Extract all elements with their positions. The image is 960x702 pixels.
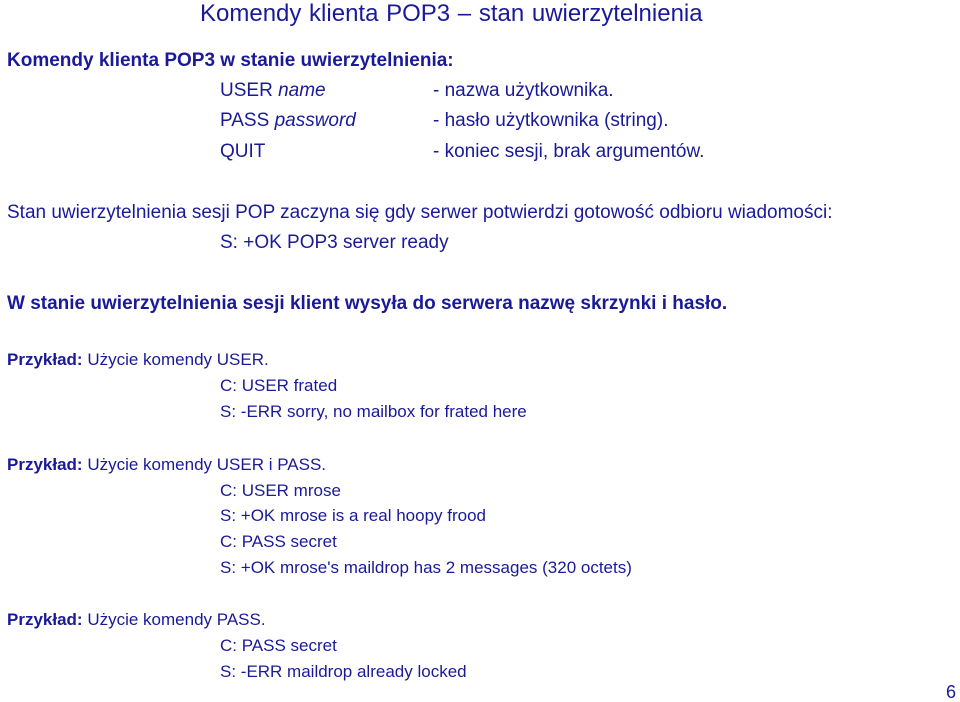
example-text: Użycie komendy USER i PASS. (82, 455, 327, 474)
example-heading (7, 350, 269, 370)
command-name: USER (220, 80, 273, 101)
example-line: S: +OK mrose is a real hoopy frood (220, 506, 486, 525)
command-arg: password (274, 110, 356, 131)
example-text: Użycie komendy PASS. (82, 610, 266, 629)
command-user (220, 80, 326, 102)
section-heading: Komendy klienta POP3 w stanie uwierzytelnienia: (7, 50, 454, 71)
command-desc: - nazwa użytkownika. (433, 80, 614, 101)
example-label: Przykład: (7, 455, 83, 474)
command-name: QUIT (220, 141, 266, 162)
example-line: C: PASS secret (220, 636, 337, 655)
example-line: C: USER mrose (220, 481, 341, 500)
command-name: PASS (220, 110, 270, 131)
example-line: C: PASS secret (220, 532, 337, 551)
example-line: S: +OK mrose's maildrop has 2 messages (320 octets) (220, 558, 632, 577)
example-label: Przykład: (7, 610, 83, 629)
command-desc: - hasło użytkownika (string). (433, 110, 669, 131)
example-heading (7, 610, 266, 630)
command-desc: - koniec sesji, brak argumentów. (433, 141, 705, 162)
page-number: 6 (946, 682, 957, 702)
command-pass (220, 110, 356, 132)
example-heading (7, 455, 326, 475)
example-label: Przykład: (7, 350, 83, 369)
example-text: Użycie komendy USER. (82, 350, 269, 369)
slide-title: Komendy klienta POP3 – stan uwierzytelnienia (200, 0, 703, 27)
example-line: S: -ERR sorry, no mailbox for frated here (220, 402, 527, 421)
example-line: C: USER frated (220, 376, 338, 395)
command-quit (220, 141, 265, 163)
server-ready-line: S: +OK POP3 server ready (220, 232, 449, 253)
command-arg: name (278, 80, 326, 101)
example-line: S: -ERR maildrop already locked (220, 662, 467, 681)
state-intro: Stan uwierzytelnienia sesji POP zaczyna się gdy serwer potwierdzi gotowość odbioru wiadomości: (7, 202, 833, 223)
client-sends-note: W stanie uwierzytelnienia sesji klient wysyła do serwera nazwę skrzynki i hasło. (7, 293, 728, 314)
